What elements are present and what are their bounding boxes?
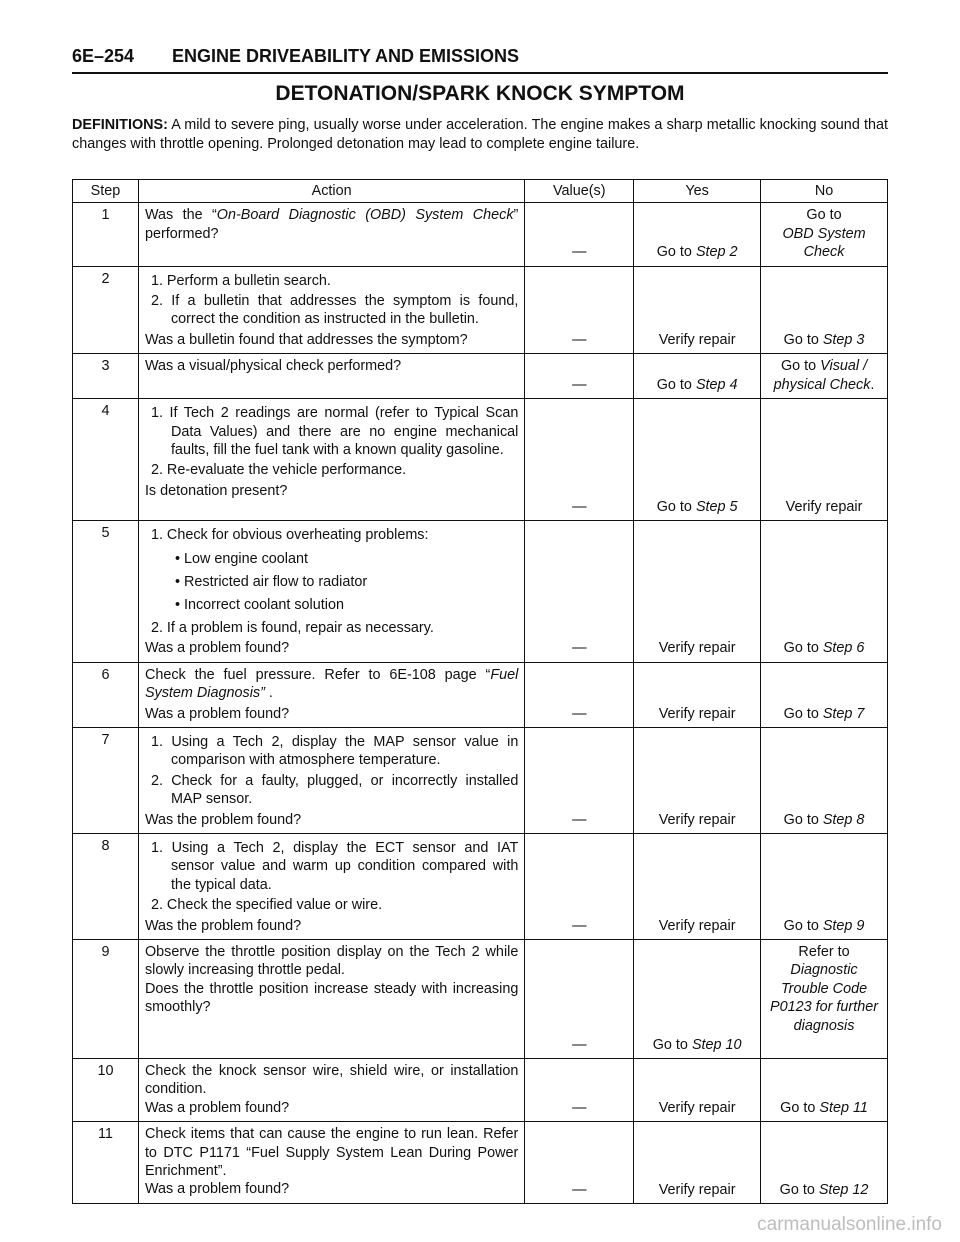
- action-text: ” performed?: [144, 207, 519, 242]
- definitions-text: A mild to severe ping, usually worse under acceleration. The engine makes a sharp metallic knocking sound that changes with throttle opening. Prolonged detonation may lead to complete engine tailure.: [72, 117, 888, 152]
- action-cell: [138, 266, 524, 354]
- question: Was a problem found?: [144, 1099, 290, 1116]
- definitions-paragraph: [72, 116, 888, 154]
- action-cell: [138, 1122, 524, 1204]
- table-row: [73, 203, 888, 266]
- page-header: [72, 44, 888, 74]
- header-step: Step: [73, 180, 139, 203]
- yes-link: Step 2: [695, 244, 738, 261]
- no-text: Go to: [783, 705, 823, 722]
- question: Was a bulletin found that addresses the symptom?: [144, 331, 468, 348]
- no-cell: [761, 727, 888, 833]
- question: Was a problem found?: [144, 640, 290, 657]
- value-cell: —: [525, 399, 634, 521]
- table-header-row: [73, 180, 888, 203]
- no-link: Diagnostic Trouble Code P0123 for further diagnosis: [770, 962, 879, 1034]
- action-cell: [138, 662, 524, 727]
- no-link: Step 11: [819, 1099, 868, 1116]
- action-text: Check the knock sensor wire, shield wire, or installation condition.: [144, 1062, 519, 1098]
- no-link: Visual / physical Check: [773, 358, 871, 393]
- table-row: [73, 833, 888, 939]
- yes-cell: Verify repair: [634, 521, 761, 662]
- value-cell: —: [525, 521, 634, 662]
- value-cell: —: [525, 266, 634, 354]
- step-number: 4: [73, 399, 139, 521]
- yes-text: Go to: [656, 244, 696, 261]
- question: Was a problem found?: [144, 705, 290, 722]
- yes-cell: Verify repair: [634, 1122, 761, 1204]
- action-cell: [138, 727, 524, 833]
- yes-cell: [634, 939, 761, 1058]
- value-cell: —: [525, 833, 634, 939]
- step-number: 3: [73, 354, 139, 399]
- yes-link: Step 10: [691, 1036, 742, 1053]
- action-cell: [138, 1058, 524, 1121]
- action-cell: Was a visual/physical check performed?: [138, 354, 524, 399]
- definitions-label: DEFINITIONS:: [72, 117, 168, 133]
- value-cell: —: [525, 662, 634, 727]
- step-number: 10: [73, 1058, 139, 1121]
- yes-cell: Verify repair: [634, 1058, 761, 1121]
- no-cell: [761, 1058, 888, 1121]
- bullet-item: • Incorrect coolant solution: [174, 597, 344, 614]
- question: Was the problem found?: [144, 811, 302, 828]
- substep: 1. Perform a bulletin search.: [150, 272, 331, 289]
- question: Does the throttle position increase steady with increasing smoothly?: [144, 980, 519, 1016]
- table-row: [73, 727, 888, 833]
- header-no: No: [761, 180, 888, 203]
- yes-cell: [634, 399, 761, 521]
- action-text: Observe the throttle position display on the Tech 2 while slowly increasing throttle pedal.: [144, 943, 519, 979]
- yes-cell: [634, 354, 761, 399]
- action-text: Was the “: [144, 207, 217, 224]
- question: Was the problem found?: [144, 917, 302, 934]
- bullet-item: • Low engine coolant: [174, 550, 308, 567]
- no-cell: [761, 521, 888, 662]
- no-link: OBD System Check: [782, 225, 866, 261]
- substep: 1. Using a Tech 2, display the MAP sensor value in comparison with atmosphere temperature.: [150, 733, 519, 769]
- no-text: Go to: [783, 917, 823, 934]
- value-cell: —: [525, 1122, 634, 1204]
- no-text: Go to: [780, 358, 821, 375]
- substep: 1. If Tech 2 readings are normal (refer to Typical Scan Data Values) and there are no engine mechanical faults, fill the fuel tank with a known quality gasoline.: [150, 405, 519, 459]
- value-cell: —: [525, 354, 634, 399]
- no-cell: [761, 662, 888, 727]
- substep: 2. Check the specified value or wire.: [150, 897, 383, 914]
- no-cell: [761, 939, 888, 1058]
- substep: 2. Re-evaluate the vehicle performance.: [150, 462, 407, 479]
- action-cell: [138, 399, 524, 521]
- value-cell: —: [525, 939, 634, 1058]
- action-text: .: [264, 685, 273, 702]
- no-cell: [761, 203, 888, 266]
- value-cell: —: [525, 727, 634, 833]
- step-number: 5: [73, 521, 139, 662]
- no-text: .: [870, 376, 875, 393]
- no-cell: [761, 266, 888, 354]
- yes-text: Go to: [656, 498, 696, 515]
- table-row: [73, 399, 888, 521]
- yes-link: Step 4: [695, 376, 738, 393]
- no-link: Step 9: [822, 917, 865, 934]
- no-text: Go to: [806, 207, 842, 224]
- no-link: Step 8: [822, 811, 865, 828]
- step-number: 2: [73, 266, 139, 354]
- yes-cell: [634, 203, 761, 266]
- table-row: [73, 1122, 888, 1204]
- no-cell: [761, 1122, 888, 1204]
- step-number: 7: [73, 727, 139, 833]
- no-text: Go to: [783, 331, 823, 348]
- table-row: [73, 266, 888, 354]
- yes-text: Go to: [656, 376, 696, 393]
- no-cell: Verify repair: [761, 399, 888, 521]
- page-number: 6E–254: [72, 46, 135, 66]
- table-row: [73, 521, 888, 662]
- step-number: 8: [73, 833, 139, 939]
- substep: 1. Check for obvious overheating problems:: [150, 527, 429, 544]
- header-action: Action: [138, 180, 524, 203]
- section-title: ENGINE DRIVEABILITY AND EMISSIONS: [172, 46, 520, 66]
- no-text: Refer to: [798, 943, 850, 960]
- bullet-item: • Restricted air flow to radiator: [174, 574, 368, 591]
- value-cell: —: [525, 1058, 634, 1121]
- header-yes: Yes: [634, 180, 761, 203]
- diagnostic-table: [72, 179, 888, 1204]
- yes-link: Step 5: [695, 498, 738, 515]
- action-cell: [138, 521, 524, 662]
- table-row: [73, 354, 888, 399]
- value-cell: —: [525, 203, 634, 266]
- no-link: Step 12: [818, 1181, 869, 1198]
- step-number: 11: [73, 1122, 139, 1204]
- substep: 1. Using a Tech 2, display the ECT sensor and IAT sensor value and warm up condition compared with the typical data.: [150, 839, 519, 893]
- action-cell: [138, 939, 524, 1058]
- watermark: carmanualsonline.info: [757, 1214, 942, 1235]
- question: Is detonation present?: [144, 482, 288, 499]
- action-cell: [138, 203, 524, 266]
- action-cell: [138, 833, 524, 939]
- yes-cell: Verify repair: [634, 727, 761, 833]
- action-text: Check the fuel pressure. Refer to 6E-108 page “: [144, 666, 491, 683]
- table-row: [73, 662, 888, 727]
- yes-cell: Verify repair: [634, 266, 761, 354]
- no-text: Go to: [783, 640, 823, 657]
- no-cell: [761, 354, 888, 399]
- table-row: [73, 939, 888, 1058]
- substep: 2. If a problem is found, repair as necessary.: [150, 619, 434, 636]
- no-cell: [761, 833, 888, 939]
- action-text: Check items that can cause the engine to run lean. Refer to DTC P1171 “Fuel Supply System Lean During Power Enrichment”.: [144, 1126, 519, 1179]
- step-number: 9: [73, 939, 139, 1058]
- substep: 2. If a bulletin that addresses the symptom is found, correct the condition as instructed in the bulletin.: [150, 293, 519, 328]
- action-ref: On-Board Diagnostic (OBD) System Check: [216, 207, 514, 224]
- yes-cell: Verify repair: [634, 662, 761, 727]
- no-text: Go to: [779, 1181, 819, 1198]
- table-row: [73, 1058, 888, 1121]
- no-text: Go to: [780, 1099, 820, 1116]
- question: Was a problem found?: [144, 1181, 290, 1198]
- header-values: Value(s): [525, 180, 634, 203]
- yes-cell: Verify repair: [634, 833, 761, 939]
- step-number: 1: [73, 203, 139, 266]
- yes-text: Go to: [652, 1036, 692, 1053]
- page-title: DETONATION/SPARK KNOCK SYMPTOM: [275, 82, 685, 105]
- no-text: Go to: [783, 811, 823, 828]
- substep: 2. Check for a faulty, plugged, or incorrectly installed MAP sensor.: [150, 772, 519, 808]
- no-link: Step 7: [822, 705, 865, 722]
- step-number: 6: [73, 662, 139, 727]
- no-link: Step 6: [822, 640, 865, 657]
- no-link: Step 3: [822, 331, 865, 348]
- action-ref: Fuel System Diagnosis”: [144, 666, 519, 702]
